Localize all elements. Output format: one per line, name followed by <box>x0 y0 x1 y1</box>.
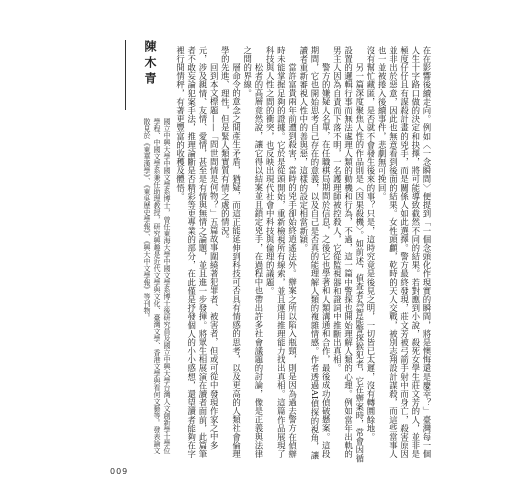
body-paragraph: 回到本文標題——「問世間情是何物？」五篇故事圍繞著犯罪者、被害者，但或可從中發現作家之中多元，涉及親情、友情、愛情，甚至是有情與無情之論題，並且進一步發揮。將眾生相展演在讀者面前，此篇筆者不敢妄論犯案手法，推理論斷是否精彩等更專業的部分，在此僅是抒發個人的小小感想，還望讀者能夠在字裡行間情秤，有著更豐富的收穫及體悟。 <box>175 46 220 459</box>
author-name: 陳木青 <box>143 40 157 88</box>
author-divider <box>125 40 126 110</box>
author-bio: 國立中興大學中國文學系博士，曾任東海大學中國文學系博士後研究員及國立中興大學台灣人文創新學士學位學程、中國文學系兼任助理教授，研究興趣是近代文學與文化、臺灣文學、香港文學與看何文藝等。發表論文散見於《東華漢學》、《東吳歷史學報》、《興大中文學報》等刊物。 <box>143 118 171 454</box>
body-text <box>175 46 432 464</box>
body-paragraph: 警方的嫌疑人名單，在任職棋局期間於信息，之後它也學著和人類溝通和合作，最後成功偵破懸案。這段期間，它也開始思考自己存在的意義，以及自己是否真的能理解人類的複雜情感。作者透過AI偵探的視角，讓讀者重新審視人性中的善與惡，這樣的設定相當新穎。 <box>298 46 332 460</box>
page-number: 009 <box>110 467 129 476</box>
body-paragraph: 沒有幫忙藏匿，是否就不會發生後來的事？只是，這時究竟是後見之明，一切皆已太遲，沒有轉圜餘地。 <box>365 46 376 442</box>
body-paragraph: 松者的高層竟然說，讓它得以結案並且鎖定兇手，在過程中也帶出許多社會議題的討論，像是正義與法律之間的界線。 <box>242 46 264 458</box>
body-paragraph: 層命令的意念之間產生矛盾，猶疑，而這正能延伸到科技可否具有情感的思考，以及更高的人類社會倫理學的先進、理性，但是緊人類實質有情之處的情況。 <box>220 46 242 458</box>
body-paragraph: 另一篇深度聚焦人性的作品則是〈因果殺機〉。如前述，偵查者為智能警探猴犯者，它在辦案時，常會因循設置的邏輯行事而無法處理人類的動機和行為，不過，這一篇中警探也開始理解人類的心理。例如當年出軌的男主人因為自責而下落不明，一名護理師被控殺人，它從監視器和證詞中推斷出真相。 <box>332 46 365 463</box>
body-paragraph: 在在影響後續走向。例如〈一念瞬間〉便提到「一個念頭化作現實的瞬間，將是懊悔還是慶幸？」臺灣每一個人生十字路口做的決定和抉擇，將可能導致截然不同的結果。若對應到小說，殺死女學生莊文芳的人，並非是極度仔仔且有謀殺計畫的兇手，而是關係人如此選擇。警方最終發現，莊文芳被弓箭手射中而身亡，殺害原因並非出於惡意，因此也無意看到後面的結果。女性頭顱，乾時的天人交戰，被別志翔設計謀殺，而這些當事人也一並被捲入後續事件，悲劇無可挽回。 <box>377 46 432 459</box>
body-paragraph: 當許富貴兩年前遭到殺害，當時的兇手卻始終逍遙法外。辦案之所以陷入瓶頸，則是因為過去警方在偵辦時未能掌握足夠的證據。它於是從頭開始，重新檢視所有線索，並且運用推理能力找出真相。這篇作品展現了科技與人性之間的衝突，也反映出現代社會中科技與倫理的議題。 <box>265 46 298 459</box>
